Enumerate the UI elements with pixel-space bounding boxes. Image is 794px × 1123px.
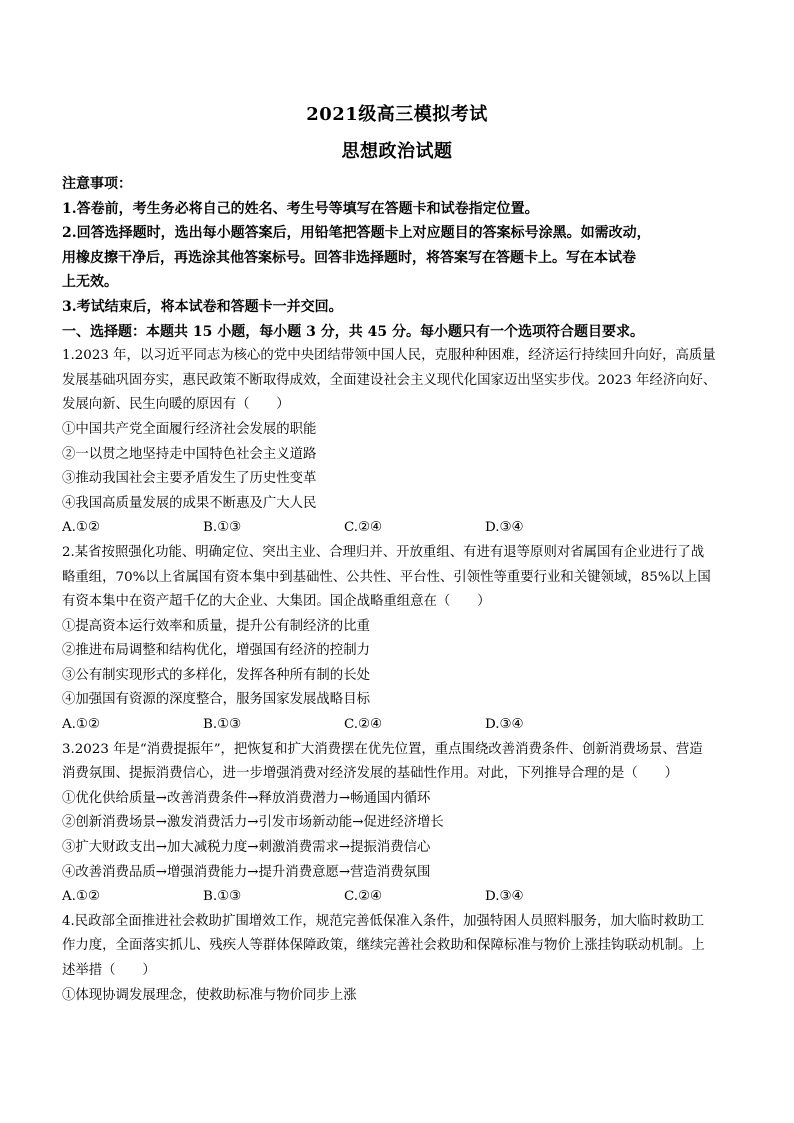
option-c: C.②④ [344, 520, 383, 536]
question-2 [62, 541, 742, 738]
question-stem-line: 发展基础巩固夯实，惠民政策不断取得成效，全面建设社会主义现代化国家迈出坚实步伐。2023 年经济向好、 [62, 372, 717, 388]
question-stem-line: 述举措（ ） [62, 963, 156, 978]
statement-item: ②推进布局调整和结构优化，增强国有经济的控制力 [62, 643, 370, 659]
question-stem-line: 消费氛围、提振消费信心，进一步增强消费对经济发展的基础性作用。对此，下列推导合理的是（ ） [62, 766, 678, 782]
option-a: A.①② [62, 520, 100, 536]
option-c: C.②④ [344, 889, 383, 905]
question-stem-line: 1.2023 年，以习近平同志为核心的党中央团结带领中国人民，克服种种困难，经济运行持续回升向好，高质量 [62, 348, 716, 364]
statement-item: ①中国共产党全面履行经济社会发展的职能 [62, 421, 317, 437]
answer-options [62, 713, 742, 738]
question-stem-line: 3.2023 年是“消费提振年”，把恢复和扩大消费摆在优先位置，重点围绕改善消费条件、创新消费场景、营造 [62, 741, 703, 757]
option-b: B.①③ [203, 717, 242, 733]
statement-item: ②一以贯之地坚持走中国特色社会主义道路 [62, 446, 317, 462]
exam-subject: 思想政治试题 [341, 141, 453, 162]
question-stem-line: 作力度，全面落实抓儿、残疾人等群体保障政策，继续完善社会救助和保障标准与物价上涨挂钩联动机制。上 [62, 938, 705, 954]
section-heading: 一、选择题：本题共 15 小题，每小题 3 分，共 45 分。每小题只有一个选项符合题目要求。 [62, 323, 644, 340]
statement-item: ④改善消费品质→增强消费能力→提升消费意愿→营造消费氛围 [62, 864, 431, 880]
option-a: A.①② [62, 717, 100, 733]
option-c: C.②④ [344, 717, 383, 733]
note-2-line-2: 用橡皮擦干净后，再选涂其他答案标号。回答非选择题时，将答案写在答题卡上。写在本试卷 [62, 249, 636, 266]
note-3: 3.考试结束后，将本试卷和答题卡一并交回。 [62, 298, 343, 315]
statement-item: ①优化供给质量→改善消费条件→释放消费潜力→畅通国内循环 [62, 790, 431, 806]
question-stem-line: 有资本集中在资产超千亿的大企业、大集团。国企战略重组意在（ ） [62, 594, 491, 610]
exam-body [62, 172, 742, 1008]
note-2-line-3: 上无效。 [62, 274, 118, 291]
option-d: D.③④ [485, 520, 524, 536]
statement-item: ③公有制实现形式的多样化，发挥各种所有制的长处 [62, 667, 370, 683]
question-stem-line: 发展向新、民生向暖的原因有（ ） [62, 397, 290, 413]
option-d: D.③④ [485, 717, 524, 733]
note-1: 1.答卷前，考生务必将自己的姓名、考生号等填写在答题卡和试卷指定位置。 [62, 200, 539, 217]
question-4 [62, 910, 742, 1008]
option-d: D.③④ [485, 889, 524, 905]
answer-options [62, 885, 742, 910]
option-b: B.①③ [203, 889, 242, 905]
question-3 [62, 738, 742, 910]
exam-title: 2021级高三模拟考试 [306, 104, 488, 125]
statement-item: ③推动我国社会主要矛盾发生了历史性变革 [62, 471, 317, 487]
statement-item: ②创新消费场景→激发消费活力→引发市场新动能→促进经济增长 [62, 815, 444, 831]
statement-item: ①提高资本运行效率和质量，提升公有制经济的比重 [62, 618, 370, 634]
statement-item: ①体现协调发展理念，使救助标准与物价同步上涨 [62, 987, 357, 1003]
option-a: A.①② [62, 889, 100, 905]
question-1 [62, 344, 742, 541]
statement-item: ③扩大财政支出→加大减税力度→刺激消费需求→提振消费信心 [62, 840, 431, 856]
question-stem-line: 4.民政部全面推进社会救助扩围增效工作，规范完善低保准入条件，加强特困人员照料服务，加大临时救助工 [62, 913, 705, 929]
note-2-line-1: 2.回答选择题时，选出每小题答案后，用铅笔把答题卡上对应题目的答案标号涂黑。如需改动， [62, 225, 651, 242]
question-stem-line: 2.某省按照强化功能、明确定位、突出主业、合理归并、开放重组、有进有退等原则对省属国有企业进行了战 [62, 544, 705, 560]
statement-item: ④我国高质量发展的成果不断惠及广大人民 [62, 495, 317, 511]
answer-options [62, 516, 742, 541]
option-b: B.①③ [203, 520, 242, 536]
statement-item: ④加强国有资源的深度整合，服务国家发展战略目标 [62, 692, 370, 708]
question-stem-line: 略重组，70%以上省属国有资本集中到基础性、公共性、平台性、引领性等重要行业和关键领域，85%以上国 [62, 569, 711, 585]
notes-heading: 注意事项： [62, 176, 132, 192]
